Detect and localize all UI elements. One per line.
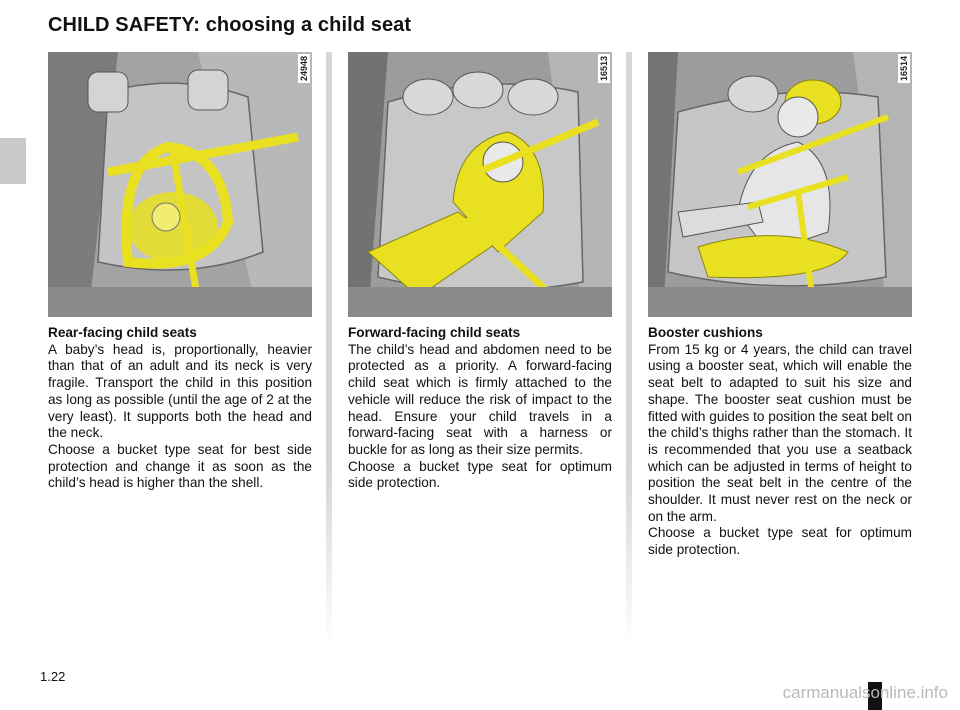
paragraph: A baby’s head is, proportionally, heavier than that of an adult and its neck is very fragile. Transport the child in this position as long as possible (until the age of 2 at the very least). It supports both the head and the neck. (48, 341, 312, 441)
paragraph: From 15 kg or 4 years, the child can travel using a booster seat, which will enable the seat belt to adapted to suit his size and shape. The booster seat cushion must be fitted with guides to position the seat belt on the child’s thighs rather than the stomach. It is recommended that you use a seatback which can be adjusted in terms of height to position the seat belt in the centre of the shoulder. It must never rest on the neck or on the arm. (648, 341, 912, 524)
forward-facing-text (348, 325, 612, 492)
booster-cushion-illustration (648, 52, 912, 317)
section-heading: Rear-facing child seats (48, 325, 197, 340)
forward-facing-seat-illustration (348, 52, 612, 317)
rear-facing-text (48, 325, 312, 492)
rear-facing-seat-illustration (48, 52, 312, 317)
column-booster-cushions (648, 52, 912, 559)
paragraph: Choose a bucket type seat for optimum side protection. (648, 525, 912, 558)
image-reference-number: 16514 (899, 56, 909, 82)
chapter-tab (0, 138, 26, 184)
column-forward-facing (348, 52, 612, 492)
column-divider-1 (326, 52, 332, 647)
paragraph: The child’s head and abdomen need to be protected as a priority. A forward-facing child seat which is firmly attached to the vehicle will reduce the risk of impact to the head. Ensure your child travels in a forward-facing seat with a harness or buckle for as long as their size permits. (348, 341, 612, 457)
paragraph: Choose a bucket type seat for optimum side protection. (348, 458, 612, 491)
booster-cushion-text (648, 325, 912, 559)
section-heading: Forward-facing child seats (348, 325, 521, 340)
column-rear-facing (48, 52, 312, 492)
image-reference-number: 16513 (599, 56, 609, 82)
section-heading: Booster cushions (648, 325, 763, 340)
image-reference-number: 24948 (299, 56, 309, 82)
column-divider-2 (626, 52, 632, 647)
page-number: 1.22 (40, 669, 66, 684)
watermark: carmanualsonline.info (782, 683, 948, 702)
paragraph: Choose a bucket type seat for best side protection and change it as soon as the child’s head is higher than the shell. (48, 441, 312, 491)
page-title: CHILD SAFETY: choosing a child seat (48, 14, 412, 36)
